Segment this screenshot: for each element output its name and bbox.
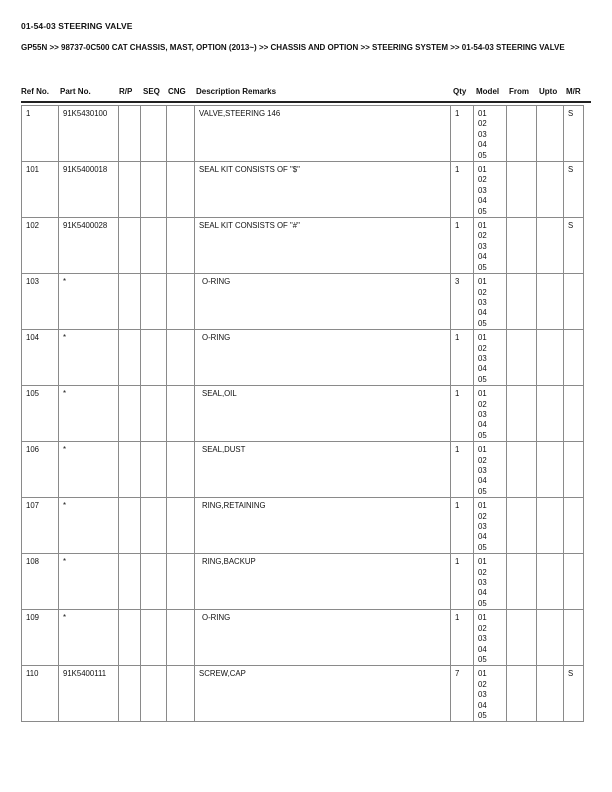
- qty-cell: 1: [451, 330, 474, 386]
- parts-table: [21, 105, 584, 722]
- upto-cell: [537, 162, 564, 218]
- part-no-cell: *: [59, 330, 119, 386]
- model-code: 01: [478, 669, 487, 679]
- model-code: 04: [478, 196, 487, 206]
- model-code: 01: [478, 557, 487, 567]
- cng-cell: [167, 666, 195, 722]
- upto-cell: [537, 330, 564, 386]
- table-row: [22, 274, 584, 330]
- col-upto: Upto: [539, 87, 558, 96]
- qty-cell: 1: [451, 162, 474, 218]
- qty-cell: 1: [451, 106, 474, 162]
- part-no-cell: *: [59, 386, 119, 442]
- description-text: VALVE,STEERING 146: [199, 109, 281, 118]
- model-code: 04: [478, 588, 487, 598]
- mr-cell: [564, 274, 584, 330]
- model-code: 03: [478, 634, 487, 644]
- model-code: 02: [478, 119, 487, 129]
- table-row: [22, 218, 584, 274]
- header-divider: [21, 101, 591, 103]
- description-text: SEAL,OIL: [202, 389, 237, 399]
- from-cell: [507, 498, 537, 554]
- part-no-cell: 91K5400028: [59, 218, 119, 274]
- table-row: [22, 554, 584, 610]
- cng-cell: [167, 442, 195, 498]
- rp-cell: [119, 106, 141, 162]
- col-rp: R/P: [119, 87, 133, 96]
- rp-cell: [119, 498, 141, 554]
- from-cell: [507, 666, 537, 722]
- qty-cell: 1: [451, 498, 474, 554]
- cng-cell: [167, 218, 195, 274]
- rp-cell: [119, 386, 141, 442]
- seq-cell: [141, 610, 167, 666]
- description-text: O-RING: [202, 277, 231, 287]
- description-text: RING,BACKUP: [202, 557, 256, 567]
- mr-cell: [564, 554, 584, 610]
- part-no-cell: *: [59, 554, 119, 610]
- upto-cell: [537, 610, 564, 666]
- model-code: 01: [478, 165, 487, 175]
- seq-cell: [141, 274, 167, 330]
- from-cell: [507, 554, 537, 610]
- ref-no-cell: 101: [22, 162, 59, 218]
- model-cell: [474, 274, 507, 330]
- cng-cell: [167, 554, 195, 610]
- from-cell: [507, 386, 537, 442]
- col-mr: M/R: [566, 87, 581, 96]
- seq-cell: [141, 386, 167, 442]
- part-no-cell: *: [59, 274, 119, 330]
- mr-cell: S: [564, 106, 584, 162]
- mr-cell: S: [564, 162, 584, 218]
- seq-cell: [141, 330, 167, 386]
- model-cell: [474, 330, 507, 386]
- table-row: [22, 610, 584, 666]
- mr-cell: S: [564, 218, 584, 274]
- model-code: 02: [478, 287, 487, 297]
- qty-cell: 1: [451, 218, 474, 274]
- ref-no-cell: 1: [22, 106, 59, 162]
- seq-cell: [141, 162, 167, 218]
- description-text: O-RING: [202, 613, 231, 623]
- qty-cell: 1: [451, 554, 474, 610]
- description-text: SEAL KIT CONSISTS OF "$": [199, 165, 300, 175]
- model-code: 02: [478, 175, 487, 185]
- table-row: [22, 498, 584, 554]
- rp-cell: [119, 666, 141, 722]
- model-cell: [474, 610, 507, 666]
- model-cell: [474, 442, 507, 498]
- model-code: 04: [478, 644, 487, 654]
- model-cell: [474, 498, 507, 554]
- part-no-cell: *: [59, 442, 119, 498]
- qty-cell: 3: [451, 274, 474, 330]
- upto-cell: [537, 666, 564, 722]
- ref-no-cell: 103: [22, 274, 59, 330]
- rp-cell: [119, 610, 141, 666]
- col-description: Description Remarks: [196, 87, 277, 96]
- from-cell: [507, 442, 537, 498]
- model-code: 03: [478, 297, 487, 307]
- mr-cell: [564, 610, 584, 666]
- model-cell: [474, 218, 507, 274]
- seq-cell: [141, 218, 167, 274]
- model-code: 01: [478, 501, 487, 511]
- model-code: 05: [478, 206, 487, 216]
- rp-cell: [119, 218, 141, 274]
- description-cell: [195, 162, 451, 218]
- col-part-no: Part No.: [60, 87, 91, 96]
- model-code: 03: [478, 353, 487, 363]
- model-code: 01: [478, 277, 487, 287]
- model-code: 01: [478, 333, 487, 343]
- cng-cell: [167, 330, 195, 386]
- description-text: SEAL,DUST: [202, 445, 246, 455]
- ref-no-cell: 107: [22, 498, 59, 554]
- cng-cell: [167, 162, 195, 218]
- ref-no-cell: 105: [22, 386, 59, 442]
- model-code: 04: [478, 252, 487, 262]
- description-text: RING,RETAINING: [202, 501, 266, 511]
- description-cell: [195, 106, 451, 162]
- qty-cell: 1: [451, 610, 474, 666]
- col-seq: SEQ: [143, 87, 160, 96]
- model-code: 05: [478, 374, 487, 384]
- cng-cell: [167, 498, 195, 554]
- from-cell: [507, 274, 537, 330]
- model-code: 03: [478, 690, 487, 700]
- mr-cell: [564, 498, 584, 554]
- model-cell: [474, 106, 507, 162]
- table-row: [22, 442, 584, 498]
- table-row: [22, 666, 584, 722]
- model-code: 01: [478, 389, 487, 399]
- model-code: 03: [478, 522, 487, 532]
- seq-cell: [141, 554, 167, 610]
- col-ref-no: Ref No.: [21, 87, 49, 96]
- model-code: 01: [478, 221, 487, 231]
- model-code: 02: [478, 623, 487, 633]
- model-cell: [474, 554, 507, 610]
- model-code: 02: [478, 343, 487, 353]
- description-cell: [195, 498, 451, 554]
- model-code: 05: [478, 262, 487, 272]
- table-row: [22, 162, 584, 218]
- part-no-cell: 91K5430100: [59, 106, 119, 162]
- model-cell: [474, 162, 507, 218]
- qty-cell: 1: [451, 386, 474, 442]
- mr-cell: S: [564, 666, 584, 722]
- ref-no-cell: 102: [22, 218, 59, 274]
- model-code: 02: [478, 455, 487, 465]
- seq-cell: [141, 106, 167, 162]
- description-cell: [195, 386, 451, 442]
- from-cell: [507, 106, 537, 162]
- model-code: 05: [478, 150, 487, 160]
- part-no-cell: 91K5400018: [59, 162, 119, 218]
- model-code: 03: [478, 578, 487, 588]
- model-code: 05: [478, 598, 487, 608]
- upto-cell: [537, 106, 564, 162]
- cng-cell: [167, 386, 195, 442]
- model-code: 05: [478, 654, 487, 664]
- rp-cell: [119, 442, 141, 498]
- rp-cell: [119, 330, 141, 386]
- model-code: 04: [478, 140, 487, 150]
- model-code: 02: [478, 567, 487, 577]
- ref-no-cell: 108: [22, 554, 59, 610]
- model-code: 03: [478, 185, 487, 195]
- description-text: SCREW,CAP: [199, 669, 246, 679]
- model-cell: [474, 666, 507, 722]
- description-cell: [195, 274, 451, 330]
- ref-no-cell: 104: [22, 330, 59, 386]
- ref-no-cell: 106: [22, 442, 59, 498]
- model-code: 04: [478, 308, 487, 318]
- seq-cell: [141, 666, 167, 722]
- description-cell: [195, 666, 451, 722]
- part-no-cell: *: [59, 610, 119, 666]
- from-cell: [507, 610, 537, 666]
- upto-cell: [537, 498, 564, 554]
- col-qty: Qty: [453, 87, 467, 96]
- rp-cell: [119, 274, 141, 330]
- cng-cell: [167, 274, 195, 330]
- model-code: 04: [478, 476, 487, 486]
- col-from: From: [509, 87, 529, 96]
- rp-cell: [119, 162, 141, 218]
- model-code: 02: [478, 679, 487, 689]
- mr-cell: [564, 386, 584, 442]
- description-cell: [195, 330, 451, 386]
- ref-no-cell: 109: [22, 610, 59, 666]
- upto-cell: [537, 554, 564, 610]
- model-code: 03: [478, 241, 487, 251]
- model-code: 02: [478, 399, 487, 409]
- description-cell: [195, 610, 451, 666]
- model-code: 01: [478, 445, 487, 455]
- model-code: 03: [478, 409, 487, 419]
- description-cell: [195, 442, 451, 498]
- model-code: 04: [478, 532, 487, 542]
- table-row: [22, 386, 584, 442]
- model-code: 05: [478, 486, 487, 496]
- model-code: 05: [478, 430, 487, 440]
- from-cell: [507, 162, 537, 218]
- from-cell: [507, 330, 537, 386]
- table-row: [22, 106, 584, 162]
- model-code: 03: [478, 129, 487, 139]
- cng-cell: [167, 106, 195, 162]
- upto-cell: [537, 274, 564, 330]
- from-cell: [507, 218, 537, 274]
- model-code: 01: [478, 109, 487, 118]
- upto-cell: [537, 218, 564, 274]
- description-cell: [195, 218, 451, 274]
- part-no-cell: *: [59, 498, 119, 554]
- qty-cell: 1: [451, 442, 474, 498]
- model-code: 04: [478, 700, 487, 710]
- model-code: 03: [478, 466, 487, 475]
- col-model: Model: [476, 87, 500, 96]
- model-cell: [474, 386, 507, 442]
- cng-cell: [167, 610, 195, 666]
- mr-cell: [564, 330, 584, 386]
- description-text: SEAL KIT CONSISTS OF "#": [199, 221, 300, 231]
- model-code: 04: [478, 420, 487, 430]
- upto-cell: [537, 386, 564, 442]
- seq-cell: [141, 498, 167, 554]
- model-code: 02: [478, 511, 487, 521]
- description-text: O-RING: [202, 333, 231, 343]
- qty-cell: 7: [451, 666, 474, 722]
- ref-no-cell: 110: [22, 666, 59, 722]
- part-no-cell: 91K5400111: [59, 666, 119, 722]
- mr-cell: [564, 442, 584, 498]
- model-code: 04: [478, 364, 487, 374]
- upto-cell: [537, 442, 564, 498]
- model-code: 02: [478, 231, 487, 241]
- seq-cell: [141, 442, 167, 498]
- table-row: [22, 330, 584, 386]
- model-code: 01: [478, 613, 487, 623]
- breadcrumb: GP55N >> 98737-0C500 CAT CHASSIS, MAST, OPTION (2013~) >> CHASSIS AND OPTION >> STEERING SYSTEM >> 01-54-03 STEERING VALVE: [21, 43, 565, 52]
- model-code: 05: [478, 710, 487, 720]
- section-title: 01-54-03 STEERING VALVE: [21, 21, 133, 31]
- rp-cell: [119, 554, 141, 610]
- col-cng: CNG: [168, 87, 186, 96]
- model-code: 05: [478, 318, 487, 328]
- model-code: 05: [478, 542, 487, 552]
- description-cell: [195, 554, 451, 610]
